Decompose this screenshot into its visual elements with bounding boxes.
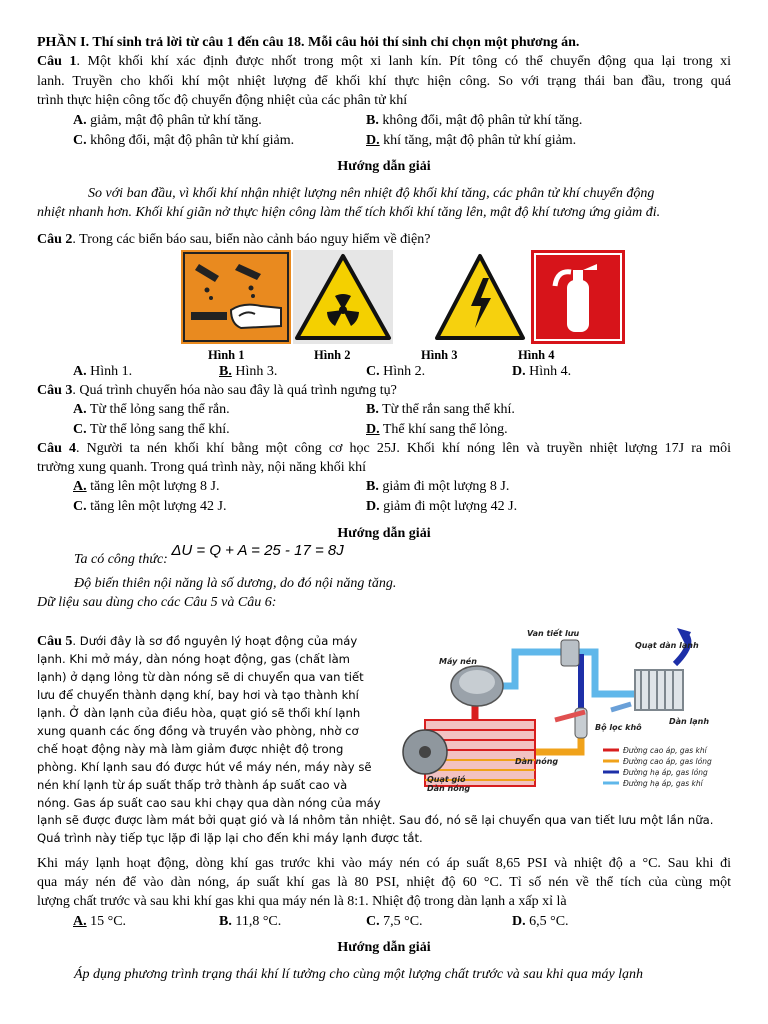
q1-text-line-2: lanh. Truyền cho khối khí một nhiệt lượng để khối khí thực hiện công. So với trạng thái ban đầu, trong quá	[37, 74, 731, 89]
warning-signs-figure	[181, 250, 631, 346]
q1-text-line-3: trình thực hiện công tốc độ chuyển động nhiệt của các phân tử khí	[37, 93, 408, 108]
q5-option-d[interactable]: D. 6,5 °C.	[512, 914, 569, 929]
caption-hinh-1: Hình 1	[208, 348, 245, 362]
q1-option-b[interactable]: B. không đổi, mật độ phân tử khí tăng.	[366, 113, 583, 128]
q4-guide-formula-line: Ta có công thức: ΔU = Q + A = 25 - 17 = 8J	[74, 542, 344, 567]
diagram-label-evaporator: Dàn lạnh	[669, 717, 710, 726]
q4-text-line-2: trường xung quanh. Trong quá trình này, nội năng khối khí	[37, 460, 367, 475]
q3-option-c[interactable]: C. Từ thể lỏng sang thể khí.	[73, 422, 230, 437]
diagram-label-fan-hot-2: Dàn nóng	[427, 784, 471, 793]
q5-para-line-1: Câu 5. Dưới đây là sơ đồ nguyên lý hoạt động của máy	[37, 634, 358, 649]
q1-guide-title: Hướng dẫn giải	[337, 159, 431, 174]
legend-text-3: Đường hạ áp, gas lỏng	[623, 768, 708, 777]
q1-guide-line-1: So với ban đầu, vì khối khí nhận nhiệt lượng nên nhiệt độ khối khí tăng, các phân tử khí chuyển động	[88, 186, 655, 201]
q5-para-line-8: phòng. Khí lạnh sau đó được hút về máy nén, máy này sẽ	[37, 760, 372, 774]
q5-body-line-3: lượng chất trước và sau khi khí gas khi qua máy nén là 8:1. Nhiệt độ trong dàn lạnh a xấp xỉ là	[37, 894, 567, 909]
diagram-label-fan-hot: Quạt gió	[427, 775, 466, 784]
q4-guide-line-2: Độ biến thiên nội năng là số dương, do đó nội năng tăng.	[74, 576, 397, 591]
q1-option-d[interactable]: D. khí tăng, mật độ phân tử khí giảm.	[366, 133, 577, 148]
q5-para-line-10: nóng. Gas áp suất cao sau khi chạy qua dàn nóng của máy	[37, 796, 381, 810]
q4-guide-title: Hướng dẫn giải	[337, 526, 431, 541]
electric-hazard-sign-icon	[433, 250, 527, 344]
diagram-label-fan-cold: Quạt dàn lạnh	[635, 641, 699, 650]
q5-guide-line-1: Áp dụng phương trình trạng thái khí lí tưởng cho cùng một lượng chất trước và sau khi qua máy lạnh	[74, 967, 644, 982]
corrosive-sign-icon	[181, 250, 291, 344]
q5-para-line-7: chế hoạt động này mà làm giảm được nhiệt độ trong	[37, 742, 344, 756]
fire-extinguisher-sign-icon	[531, 250, 625, 344]
q2-text: Câu 2. Trong các biển báo sau, biển nào cảnh báo nguy hiểm về điện?	[37, 232, 431, 247]
legend-text-2: Đường cao áp, gas lỏng	[623, 757, 712, 766]
ac-cycle-diagram	[385, 624, 712, 796]
q5-para-full-2: Quá trình này tiếp tục lặp đi lặp lại cho đến khi máy lạnh được tắt.	[37, 831, 423, 845]
q3-text: Câu 3. Quá trình chuyển hóa nào sau đây là quá trình ngưng tụ?	[37, 383, 397, 398]
radiation-sign-icon	[293, 250, 393, 344]
diagram-label-condenser: Dàn nóng	[515, 757, 559, 766]
q5-para-line-6: xung quanh các ống đồng và truyền vào phòng, nhờ cơ	[37, 724, 359, 738]
q5-body-line-2: qua máy nén để vào dàn nóng, áp suất khí gas là 80 PSI, nhiệt độ 60 °C. Tỉ số nén về thể tích của cùng một	[37, 875, 731, 890]
q4-option-c[interactable]: C. tăng lên một lượng 42 J.	[73, 499, 227, 514]
q2-option-b[interactable]: B. Hình 3.	[219, 364, 278, 379]
q1-text-line-1: Câu 1. Một khối khí xác định được nhốt trong một xi lanh kín. Pít tông có thể chuyển động qua lại trong xi	[37, 54, 732, 69]
q5-para-line-2: lạnh. Khi mở máy, dàn nóng hoạt động, gas (chất làm	[37, 652, 350, 666]
q5-option-b[interactable]: B. 11,8 °C.	[219, 914, 282, 929]
q4-formula: ΔU = Q + A = 25 - 17 = 8J	[171, 542, 344, 559]
q4-option-b[interactable]: B. giảm đi một lượng 8 J.	[366, 479, 510, 494]
diagram-label-filter: Bộ lọc khô	[595, 723, 642, 732]
caption-hinh-4: Hình 4	[518, 348, 555, 362]
q5-body-line-1: Khi máy lạnh hoạt động, dòng khí gas trước khi vào máy nén có áp suất 8,65 PSI và nhiệt độ a °C. Sau khi đi	[37, 856, 731, 871]
q4-option-d[interactable]: D. giảm đi một lượng 42 J.	[366, 499, 518, 514]
q2-option-a[interactable]: A. Hình 1.	[73, 364, 133, 379]
diagram-label-valve: Van tiết lưu	[527, 629, 580, 638]
part-header: PHẦN I. Thí sinh trả lời từ câu 1 đến câu 18. Mỗi câu hỏi thí sinh chỉ chọn một phương án.	[37, 35, 580, 50]
q5-para-line-3: lạnh) ở dạng lỏng từ dàn nóng sẽ di chuyển qua van tiết	[37, 670, 364, 684]
q1-label: Câu 1	[37, 54, 77, 69]
q4-option-a[interactable]: A. tăng lên một lượng 8 J.	[73, 479, 220, 494]
q2-option-c[interactable]: C. Hình 2.	[366, 364, 426, 379]
q3-option-d[interactable]: D. Thể khí sang thể lỏng.	[366, 422, 508, 437]
shared-data-note: Dữ liệu sau dùng cho các Câu 5 và Câu 6:	[37, 595, 277, 610]
q5-para-line-9: nén khí lạnh từ áp suất thấp trở thành áp suất cao và	[37, 778, 348, 792]
q1-guide-line-2: nhiệt nhanh hơn. Khối khí giãn nở thực hiện công làm thể tích khối khí tăng lên, mật độ khí tương ứng giảm đi.	[37, 205, 661, 220]
caption-hinh-2: Hình 2	[314, 348, 351, 362]
caption-hinh-3: Hình 3	[421, 348, 458, 362]
q5-option-a[interactable]: A. 15 °C.	[73, 914, 127, 929]
q1-option-a[interactable]: A. giảm, mật độ phân tử khí tăng.	[73, 113, 262, 128]
q2-option-d[interactable]: D. Hình 4.	[512, 364, 572, 379]
q3-option-b[interactable]: B. Từ thể rắn sang thể khí.	[366, 402, 515, 417]
q5-option-c[interactable]: C. 7,5 °C.	[366, 914, 423, 929]
q3-option-a[interactable]: A. Từ thể lỏng sang thể rắn.	[73, 402, 230, 417]
q4-text-line-1: Câu 4. Người ta nén khối khí bằng một công cơ học 25J. Khối khí nóng lên và truyền nhiệt lượng 17J ra môi	[37, 441, 731, 456]
q5-para-line-5: lạnh. Ở dàn lạnh của điều hòa, quạt gió sẽ thổi khí lạnh	[37, 706, 361, 720]
q5-para-line-4: lưu để chuyển thành dạng khí, bay hơi và tạo thành khí	[37, 688, 359, 702]
q1-option-c[interactable]: C. không đổi, mật độ phân tử khí giảm.	[73, 133, 295, 148]
q5-para-full-1: lạnh sẽ được được làm mát bởi quạt gió và lá nhôm tản nhiệt. Sau đó, nó sẽ lại chuyển qua van tiết lưu một lần nữa.	[37, 813, 714, 827]
diagram-label-compressor: Máy nén	[439, 657, 477, 666]
q5-guide-title: Hướng dẫn giải	[337, 940, 431, 955]
legend-text-4: Đường hạ áp, gas khí	[623, 779, 703, 788]
legend-text-1: Đường cao áp, gas khí	[623, 746, 707, 755]
